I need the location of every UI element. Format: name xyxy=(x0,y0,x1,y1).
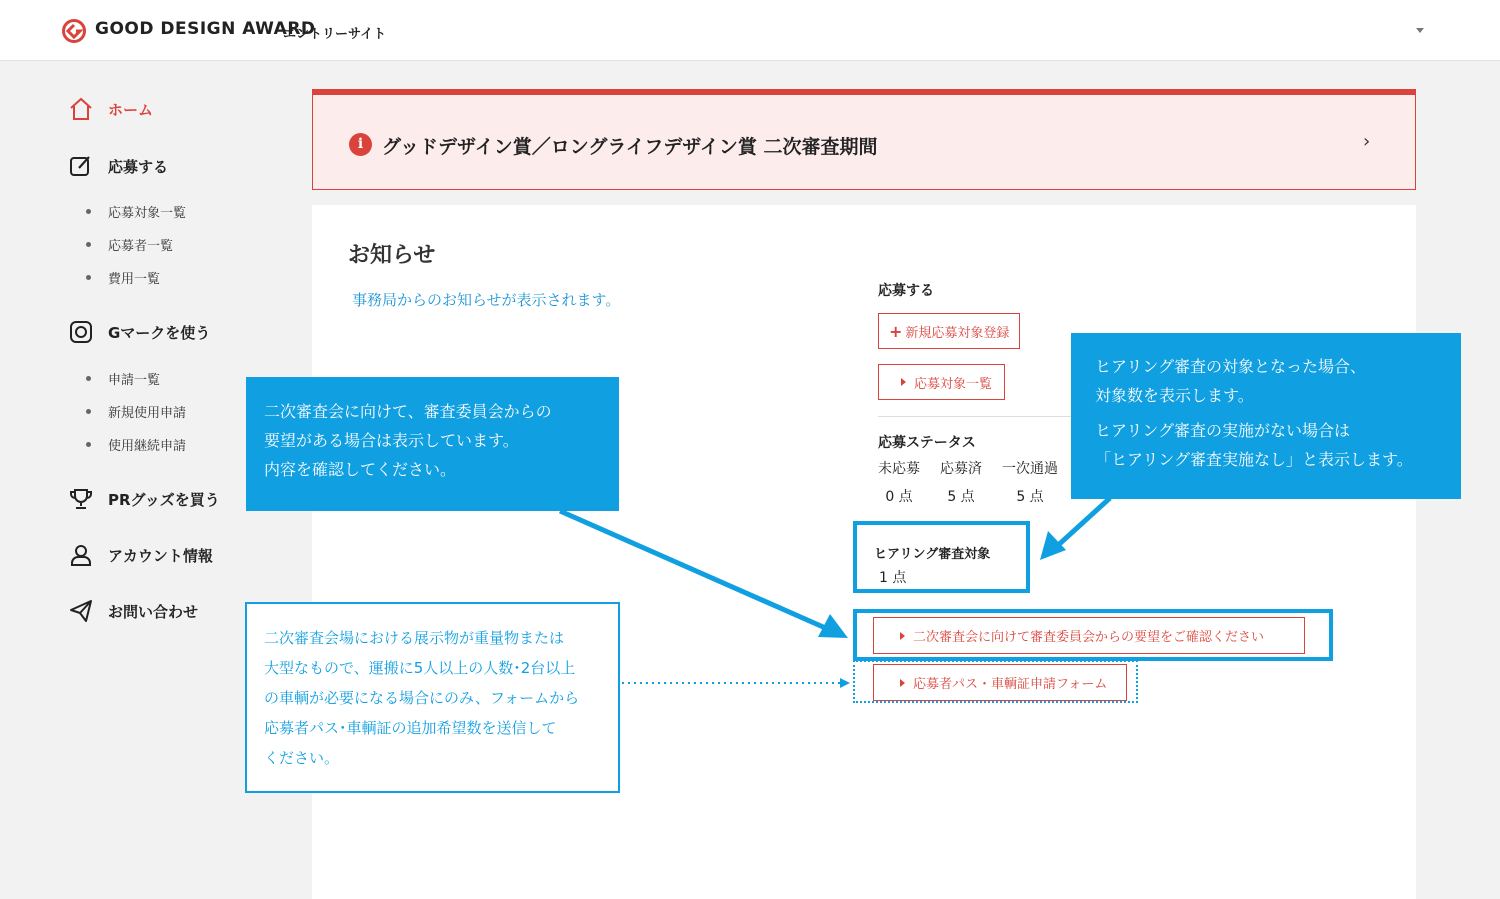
callout-line: 「ヒアリング審査実施なし」と表示します。 xyxy=(1095,450,1413,469)
button-label: 応募者パス・車輌証申請フォーム xyxy=(913,677,1108,692)
alert-title: グッドデザイン賞／ロングライフデザイン賞 二次審査期間 xyxy=(382,136,878,158)
callout-line: 大型なもので、運搬に5人以上の人数･2台以上 xyxy=(264,659,576,677)
callout-line: 要望がある場合は表示しています。 xyxy=(264,431,519,450)
callout-line: ヒアリング審査の実施がない場合は xyxy=(1095,421,1351,440)
callout-line: の車輌が必要になる場合にのみ、フォームから xyxy=(264,689,580,707)
sidebar-item-label: お問い合わせ xyxy=(108,602,199,621)
callout-line: 対象数を表示します。 xyxy=(1095,386,1254,405)
status-label: 一次通過 xyxy=(1002,461,1058,477)
sidebar-subitem-label: 費用一覧 xyxy=(108,272,161,287)
button-label: 応募対象一覧 xyxy=(914,376,993,392)
status-value: 5 点 xyxy=(1016,489,1044,505)
notice-text: 事務局からのお知らせが表示されます。 xyxy=(352,291,621,309)
hearing-label: ヒアリング審査対象 xyxy=(874,547,991,562)
brand-subtitle: エントリーサイト xyxy=(283,27,387,42)
plus-icon: + xyxy=(889,321,903,341)
callout-line: 二次審査会場における展示物が重量物または xyxy=(264,629,565,647)
sidebar-subitem-label: 使用継続申請 xyxy=(108,439,187,454)
sidebar-subitem-label: 新規使用申請 xyxy=(108,406,187,421)
callout-line: ください。 xyxy=(264,749,340,767)
sidebar-subitem-label: 応募者一覧 xyxy=(108,239,174,254)
sidebar-subitem-label: 応募対象一覧 xyxy=(108,206,187,221)
hearing-value: 1 点 xyxy=(879,570,907,586)
sidebar-item-label: 応募する xyxy=(108,157,169,176)
callout-line: 内容を確認してください。 xyxy=(264,460,457,479)
page-title: お知らせ xyxy=(348,243,436,268)
callout-line: ヒアリング審査の対象となった場合、 xyxy=(1095,357,1367,376)
sidebar-item-label: PRグッズを買う xyxy=(108,490,220,509)
status-label: 未応募 xyxy=(878,461,920,477)
info-icon: i xyxy=(349,133,372,156)
button-label: 二次審査会に向けて審査委員会からの要望をご確認ください xyxy=(913,630,1265,645)
callout-committee-request xyxy=(246,377,619,511)
button-label: 新規応募対象登録 xyxy=(905,325,1010,341)
brand-name[interactable]: GOOD DESIGN AWARD xyxy=(95,19,316,39)
callout-line: 応募者パス･車輌証の追加希望数を送信して xyxy=(264,719,557,737)
status-value: 5 点 xyxy=(947,489,975,505)
sidebar-item-label: ホーム xyxy=(108,100,154,119)
status-value: 0 点 xyxy=(885,489,913,505)
callout-hearing-review xyxy=(1071,333,1461,499)
sidebar-item-label: アカウント情報 xyxy=(108,546,213,565)
callout-pass-form xyxy=(245,602,620,793)
sidebar-subitem-label: 申請一覧 xyxy=(108,373,161,388)
chevron-right-icon[interactable]: › xyxy=(1363,131,1371,152)
status-label: 応募済 xyxy=(940,461,982,477)
apply-heading: 応募する xyxy=(878,283,934,299)
status-heading: 応募ステータス xyxy=(878,435,976,451)
sidebar-item-label: Gマークを使う xyxy=(108,323,211,342)
callout-line: 二次審査会に向けて、審査委員会からの xyxy=(264,402,552,421)
